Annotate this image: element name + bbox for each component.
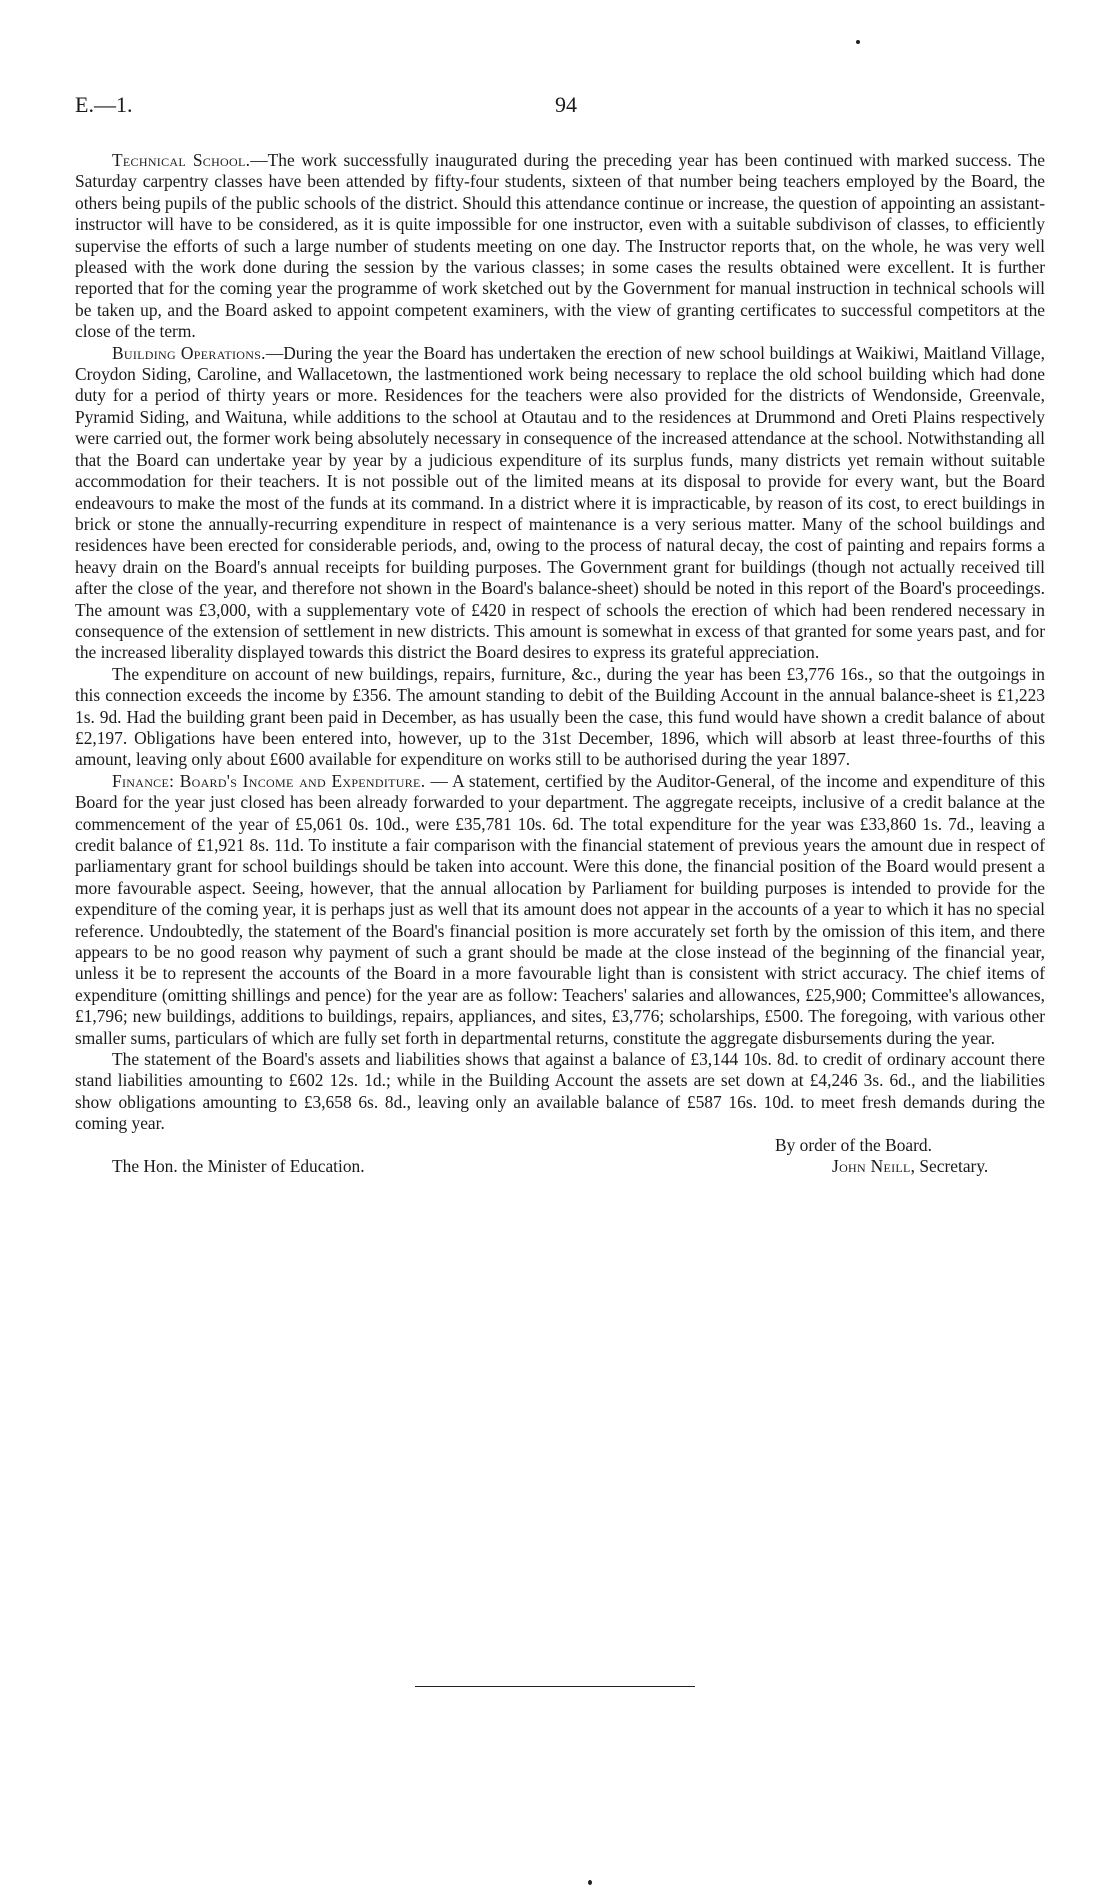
page-header [75, 92, 1045, 126]
addressee: The Hon. the Minister of Education. [112, 1156, 365, 1177]
paragraph-text: —The work successfully inaugurated during the preceding year has been continued with marked success. The Saturday carpentry classes have been attended by fifty-four students, sixteen of that number being teachers employed by the Board, the others being pupils of the public schools of the district. Should this attendance continue or increase, the question of appointing an assistant-instructor will have to be considered, as it is quite impossible for one instructor, even with a suitable subdivison of classes, to efficiently supervise the efforts of such a large number of students meeting on one day. The Instructor reports that, on the whole, he was very well pleased with the work done during the session by the various classes; in some cases the results obtained were excellent. It is further reported that for the coming year the programme of work sketched out by the Government for manual instruction in technical schools will be taken up, and the Board asked to appoint competent examiners, with the view of granting certificates to successful competitors at the close of the term. [75, 150, 1045, 342]
section-heading: Finance: Board's Income and Expenditure. [112, 770, 426, 791]
paragraph-building-operations [75, 343, 1045, 664]
signer-name: John Neill [832, 1156, 911, 1177]
signer-title: , Secretary. [910, 1156, 989, 1177]
paragraph-text: —During the year the Board has undertaken the erection of new school buildings at Waikiwi, Maitland Village, Croydon Siding, Caroline, and Wallacetown, the lastmentioned work being necessary to replace the old school building which had done duty for a period of thirty years or more. Residences for the teachers were also provided for the districts of Wendonside, Greenvale, Pyramid Siding, and Waituna, while additions to the school at Otautau and to the residences at Drummond and Oreti Plains respectively were carried out, the former work being absolutely necessary in consequence of the increased attendance at the school. Notwithstanding all that the Board can undertake year by year by a judicious expenditure of its surplus funds, many districts yet remain without suitable accommodation for their teachers. It is not possible out of the limited means at its disposal to provide for every want, but the Board endeavours to make the most of the funds at its command. In a district where it is impracticable, by reason of its cost, to erect buildings in brick or stone the annually-recurring expenditure in respect of maintenance is a very serious matter. Many of the school buildings and residences have been erected for considerable periods, and, owing to the process of natural decay, the cost of painting and repairs forms a heavy drain on the Board's annual receipts for building purposes. The Government grant for buildings (though not actually received till after the close of the year, and therefore not shown in the Board's balance-sheet) should be noted in this report of the Board's proceedings. The amount was £3,000, with a supplementary vote of £420 in respect of schools the erection of which had been rendered necessary in consequence of the extension of settlement in new districts. This amount is somewhat in excess of that granted for some years past, and for the increased liberality displayed towards this district the Board desires to express its grateful appreciation. [75, 342, 1045, 663]
report-body [75, 150, 1045, 1177]
section-heading: Technical School. [112, 150, 251, 170]
paragraph-text: The expenditure on account of new buildings, repairs, furniture, &c., during the year has been £3,776 16s., so that the outgoings in this connection exceeds the income by £356. The amount standing to debit of the Building Account in the annual balance-sheet is £1,223 1s. 9d. Had the building grant been paid in December, as has usually been the case, this fund would have shown a credit balance of about £2,197. Obligations have been entered into, however, up to the 31st December, 1896, which will absorb at least three-fourths of this amount, leaving only about £600 available for expenditure on works still to be authorised during the year 1897. [75, 663, 1045, 770]
document-reference: E.—1. [75, 92, 133, 117]
by-order-line [75, 1135, 1045, 1156]
signature [832, 1156, 988, 1177]
paragraph-building-expenditure [75, 664, 1045, 771]
paragraph-finance [75, 771, 1045, 1049]
paragraph-text: The statement of the Board's assets and liabilities shows that against a balance of £3,144 10s. 8d. to credit of ordinary account there stand liabilities amounting to £602 12s. 1d.; while in the Building Account the assets are set down at £4,246 3s. 6d., and the liabilities show obligations amounting to £3,658 6s. 8d., leaving only an available balance of £587 16s. 10d. to meet fresh demands during the coming year. [75, 1049, 1045, 1134]
paragraph-assets-liabilities [75, 1049, 1045, 1135]
by-order-text: By order of the Board. [775, 1134, 932, 1155]
ink-speck-bottom [588, 1880, 592, 1885]
signature-line [75, 1156, 1045, 1177]
page-number: 94 [555, 92, 577, 117]
paragraph-technical-school [75, 150, 1045, 343]
ink-speck-top [856, 40, 860, 44]
section-heading: Building Operations. [112, 342, 266, 363]
closing-rule [415, 1686, 695, 1687]
paragraph-text: — A statement, certified by the Auditor-General, of the income and expenditure of this Board for the year just closed has been already forwarded to your department. The aggregate receipts, inclusive of a credit balance at the commencement of the year of £5,061 0s. 10d., were £35,781 10s. 6d. The total expenditure for the year was £33,860 1s. 7d., leaving a credit balance of £1,921 8s. 11d. To institute a fair comparison with the financial statement of previous years the amount due in respect of parliamentary grant for school buildings should be taken into account. Were this done, the financial position of the Board would present a more favourable aspect. Seeing, however, that the annual allocation by Parliament for building purposes is intended to provide for the expenditure of the coming year, it is perhaps just as well that its amount does not appear in the accounts of a year to which it has no special reference. Undoubtedly, the statement of the Board's financial position is more accurately set forth by the omission of this item, and there appears to be no good reason why payment of such a grant should be made at the close instead of the beginning of the financial year, unless it be to represent the accounts of the Board in a more favourable light than is consistent with strict accuracy. The chief items of expenditure (omitting shillings and pence) for the year are as follow: Teachers' salaries and allowances, £25,900; Committee's allowances, £1,796; new buildings, additions to buildings, repairs, appliances, and sites, £3,776; scholarships, £500. The foregoing, with various other smaller sums, particulars of which are fully set forth in departmental returns, constitute the aggregate disbursements during the year. [75, 770, 1045, 1048]
